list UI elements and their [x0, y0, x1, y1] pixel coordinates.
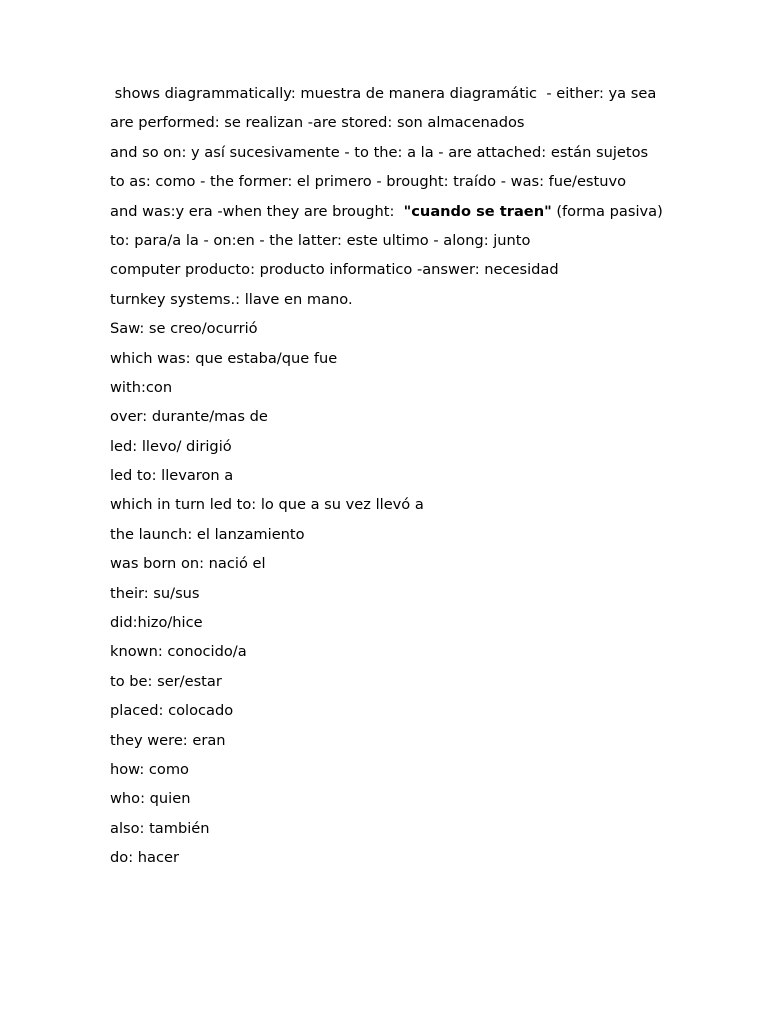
vocab-line: who: quien — [110, 790, 191, 808]
vocab-line: which in turn led to: lo que a su vez llevó a — [110, 496, 424, 514]
vocab-line-note: (forma pasiva) — [551, 202, 663, 220]
vocab-line: over: durante/mas de — [110, 408, 268, 426]
vocab-line: which was: que estaba/que fue — [110, 349, 338, 367]
vocab-line: Saw: se creo/ocurrió — [110, 320, 258, 338]
vocab-line: placed: colocado — [110, 702, 234, 720]
vocab-line: computer producto: producto informatico -answer: necesidad — [110, 261, 559, 279]
vocab-line: they were: eran — [110, 731, 226, 749]
vocab-line: also: también — [110, 819, 210, 837]
emphasized-phrase: "cuando se traen" — [403, 202, 552, 220]
vocab-line: known: conocido/a — [110, 643, 247, 661]
vocab-line: are performed: se realizan -are stored: son almacenados — [110, 114, 525, 132]
vocab-line: do: hacer — [110, 849, 179, 867]
vocab-line: to: para/a la - on:en - the latter: este ultimo - along: junto — [110, 231, 531, 249]
vocab-line: with:con — [110, 378, 173, 396]
vocab-line: to be: ser/estar — [110, 672, 222, 690]
vocab-line: turnkey systems.: llave en mano. — [110, 290, 353, 308]
vocab-line: shows diagrammatically: muestra de manera diagramátic - either: ya sea — [110, 85, 657, 102]
vocab-line: led: llevo/ dirigió — [110, 437, 232, 455]
vocab-line: how: como — [110, 760, 189, 778]
vocab-line: and so on: y así sucesivamente - to the: a la - are attached: están sujetos — [110, 143, 649, 161]
vocab-line-with-emphasis — [110, 202, 670, 222]
vocabulary-list — [110, 84, 670, 878]
vocab-line: their: su/sus — [110, 584, 200, 602]
vocab-line: the launch: el lanzamiento — [110, 525, 305, 543]
vocab-line: did:hizo/hice — [110, 614, 203, 632]
vocab-line: to as: como - the former: el primero - brought: traído - was: fue/estuvo — [110, 173, 627, 191]
vocab-line: led to: llevaron a — [110, 467, 234, 485]
vocab-line-text: and was:y era -when they are brought: — [110, 202, 404, 220]
vocab-line: was born on: nació el — [110, 555, 266, 573]
